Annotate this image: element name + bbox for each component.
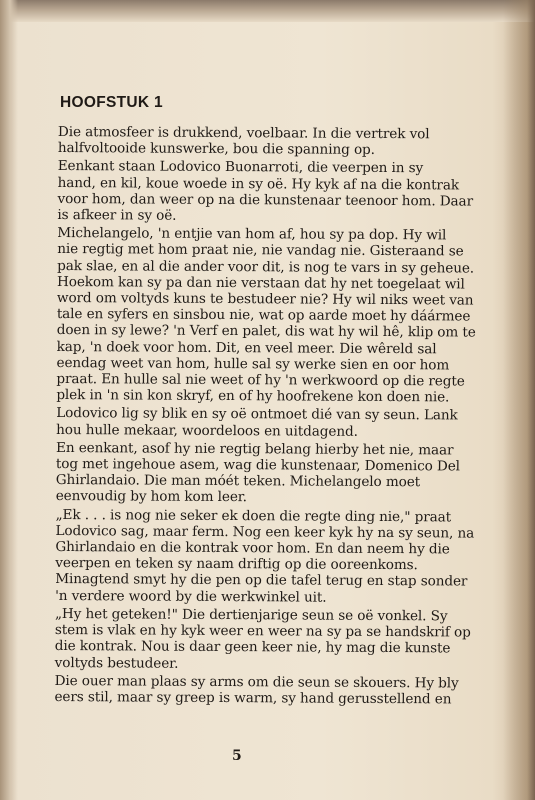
text-line: tog met ingehoue asem, wag die kunstenaar, Domenico Del: [55, 456, 460, 475]
text-line: halfvoltooide kunswerke, bou die spanning op.: [57, 140, 375, 159]
text-line: eers stil, maar sy greep is warm, sy hand gerusstellend en: [54, 688, 452, 708]
text-line: 'n verdere woord by die werkwinkel uit.: [55, 587, 327, 606]
text-line: nie regtig met hom praat nie, nie vandag nie. Gisteraand se: [57, 241, 464, 260]
text-line: word om voltyds kuns te bestudeer nie? Hy wil niks weet van: [56, 290, 474, 309]
text-line: Lodovico lig sy blik en sy oë ontmoet dié van sy seun. Lank: [56, 405, 458, 424]
chapter-title: HOOFSTUK 1: [60, 94, 163, 111]
text-line: Ghirlandaio. Die man móét teken. Michelangelo moet: [55, 472, 421, 491]
paragraph: [54, 672, 459, 708]
text-line: veerpen en teken sy naam driftig op die ooreenkoms.: [55, 555, 418, 574]
page-number: 5: [232, 748, 242, 764]
paragraph: [56, 405, 458, 440]
text-line: eenvoudig by hom kom leer.: [55, 488, 247, 506]
text-line: die kontrak. Nou is daar geen keer nie, hy mag die kunste: [54, 638, 451, 657]
text-line: kap, 'n doek voor hom. Dit, en veel meer. Die wêreld sal: [56, 338, 437, 357]
text-line: Michelangelo, 'n entjie van hom af, hou sy pa dop. Hy wil: [57, 225, 447, 244]
text-line: Eenkant staan Lodovico Buonarroti, die veerpen in sy: [57, 158, 424, 177]
text-line: hand, en kil, koue woede in sy oë. Hy kyk af na die kontrak: [57, 174, 460, 194]
paragraph: [54, 605, 471, 673]
text-line: Ghirlandaio en die kontrak voor hom. En dan neem hy die: [55, 539, 450, 558]
text-line: praat. En hulle sal nie weet of hy 'n werkwoord op die regte: [56, 371, 465, 390]
text-line: stem is vlak en hy kyk weer en weer na sy pa se handskrif op: [54, 622, 471, 641]
text-line: is afkeer in sy oë.: [57, 207, 177, 224]
text-line: plek in 'n sin kon skryf, en of hy hoofrekene kon doen nie.: [56, 387, 450, 406]
body-text: [54, 124, 476, 709]
text-line: Lodovico sag, maar ferm. Nog een keer kyk hy na sy seun, na: [55, 522, 475, 542]
paragraph: [57, 124, 430, 159]
text-line: tale en syfers en sinsbou nie, wat op aarde moet hy dáármee: [56, 306, 471, 325]
text-line: doen in sy lewe? 'n Verf en palet, dis wat hy wil hê, klip om te: [56, 322, 476, 341]
text-line: Die atmosfeer is drukkend, voelbaar. In die vertrek vol: [57, 124, 430, 143]
text-line: pak slae, en al die ander voor dit, is nog te vars in sy geheue.: [57, 257, 475, 277]
text-line: Hoekom kan sy pa dan nie verstaan dat hy net toegelaat wil: [56, 273, 465, 293]
text-line: „Hy het geteken!" Die dertienjarige seun se oë vonkel. Sy: [54, 605, 448, 625]
text-line: voltyds bestudeer.: [54, 654, 179, 672]
text-line: voor hom, dan weer op na die kunstenaar teenoor hom. Daar: [57, 190, 474, 210]
text-line: En eenkant, asof hy nie regtig belang hierby het nie, maar: [55, 439, 454, 459]
paragraph: [57, 158, 474, 225]
text-line: eendag weet van hom, hulle sal sy werke sien en oor hom: [56, 354, 450, 374]
text-line: Die ouer man plaas sy arms om die seun se skouers. Hy bly: [54, 672, 459, 692]
paragraph: [55, 506, 475, 606]
text-line: „Ek . . . is nog nie seker ek doen die regte ding nie," praat: [55, 506, 452, 526]
paragraph: [56, 225, 476, 406]
paragraph: [55, 439, 460, 507]
text-line: hou hulle mekaar, woordeloos en uitdagend.: [56, 421, 358, 440]
text-line: Minagtend smyt hy die pen op die tafel terug en stap sonder: [55, 571, 468, 590]
